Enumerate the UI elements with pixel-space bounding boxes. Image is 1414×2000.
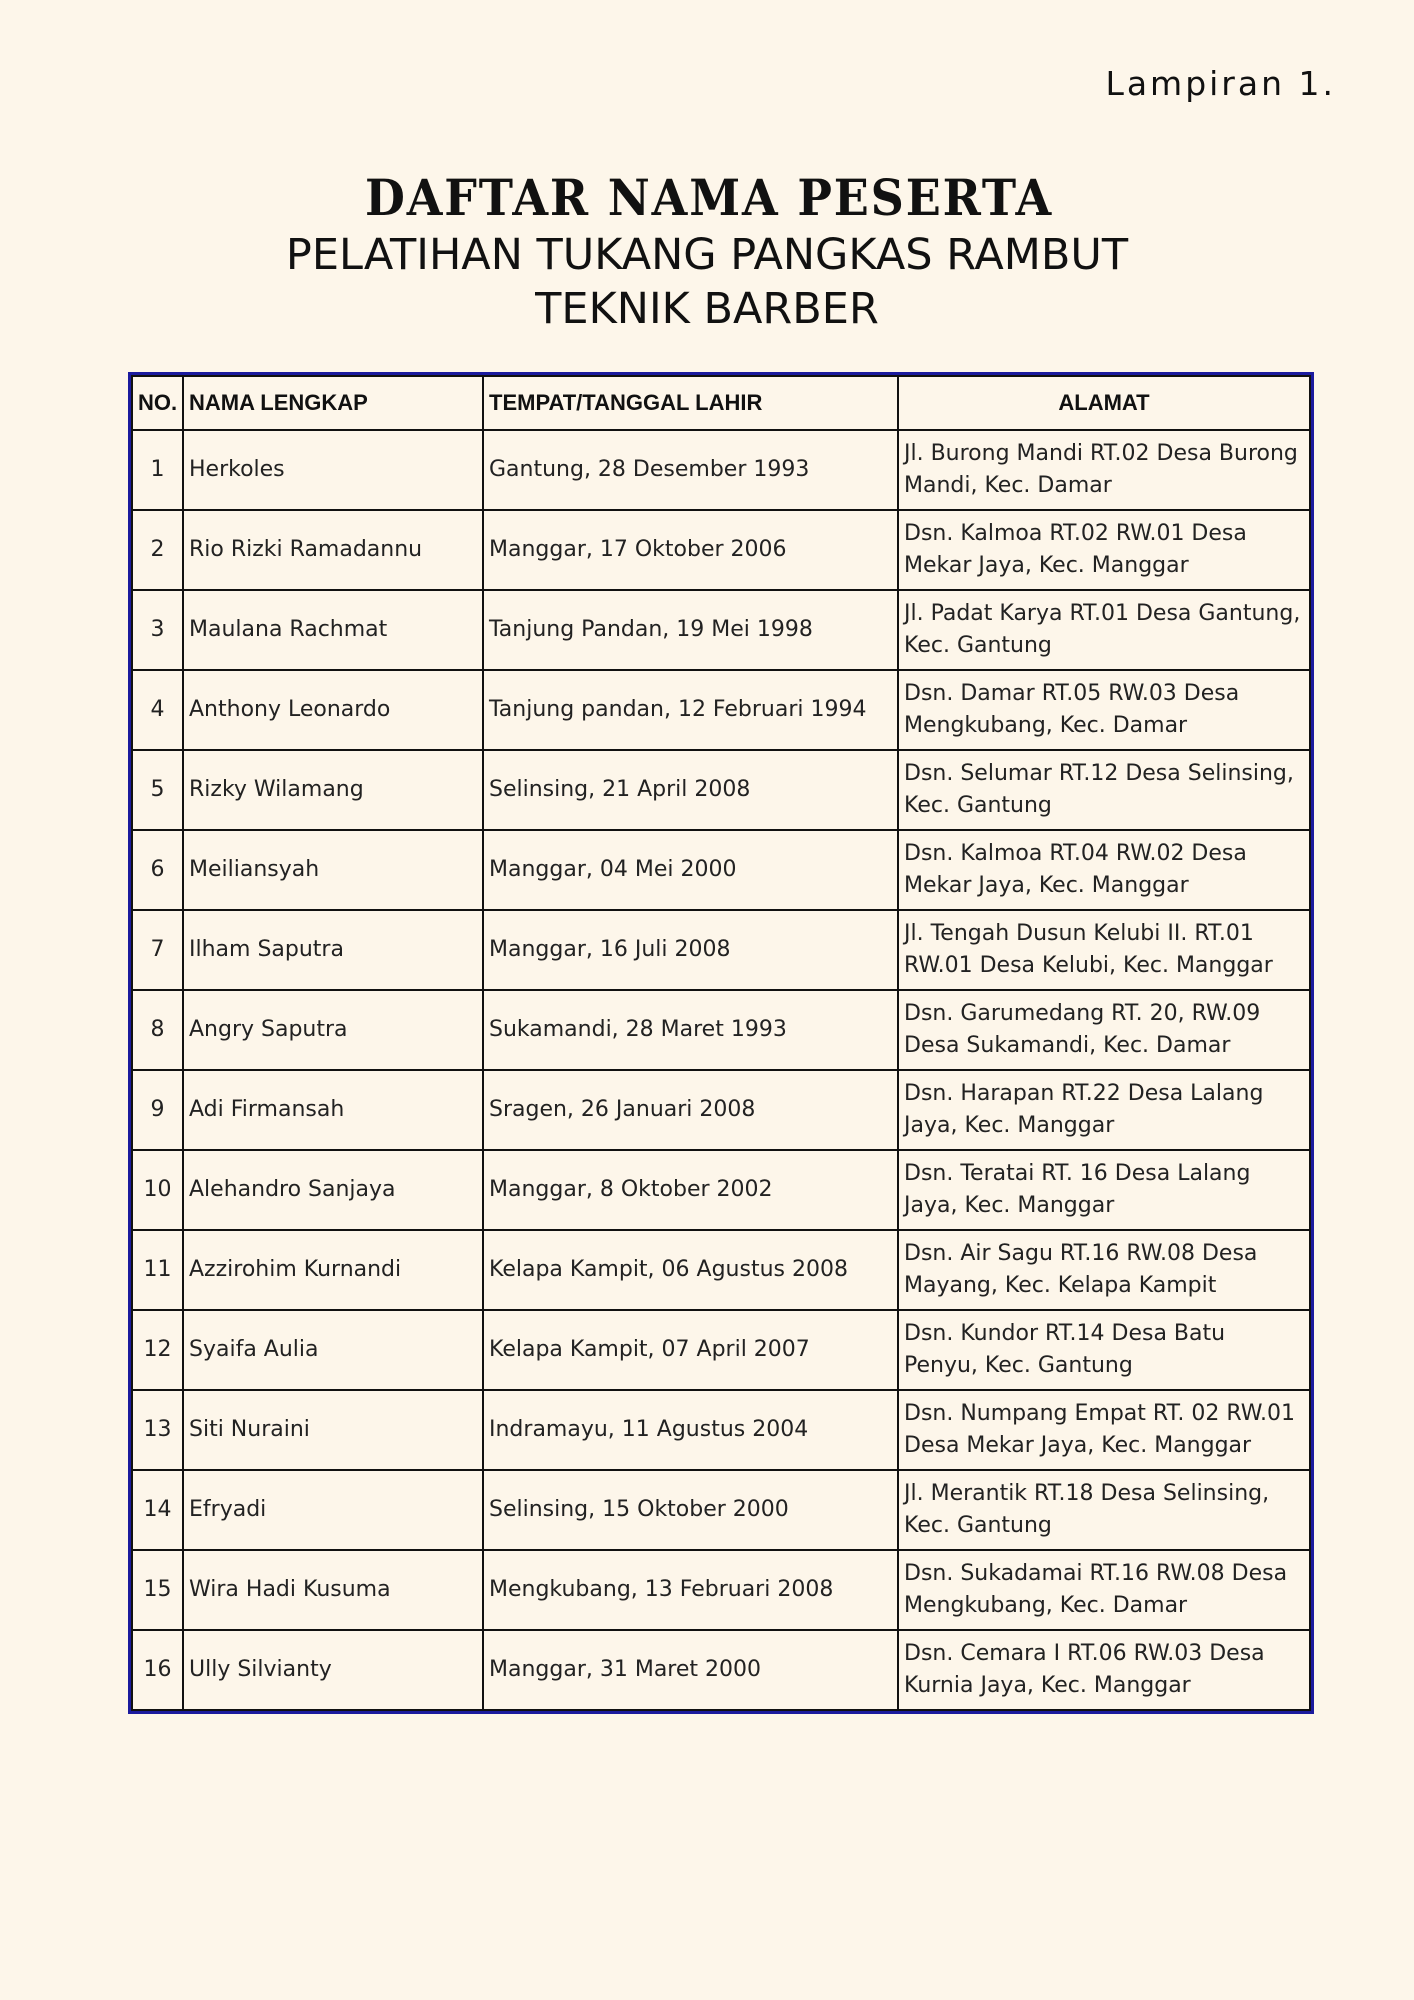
birth-place-date-cell: Manggar, 04 Mei 2000 [483,830,898,910]
participant-name-cell: Herkoles [183,430,483,510]
participant-name-cell: Efryadi [183,1470,483,1550]
birth-place-date-cell: Manggar, 8 Oktober 2002 [483,1150,898,1230]
column-header-birth: TEMPAT/TANGGAL LAHIR [483,376,898,430]
row-number-cell: 10 [132,1150,183,1230]
address-cell: Jl. Burong Mandi RT.02 Desa Burong Mandi, Kec. Damar [898,430,1310,510]
row-number-cell: 14 [132,1470,183,1550]
birth-place-date-cell: Kelapa Kampit, 06 Agustus 2008 [483,1230,898,1310]
document-subtitle-line-1: PELATIHAN TUKANG PANGKAS RAMBUT [285,230,1129,280]
address-cell: Dsn. Numpang Empat RT. 02 RW.01 Desa Mekar Jaya, Kec. Manggar [898,1390,1310,1470]
table-row [132,1550,1310,1630]
address-cell: Dsn. Sukadamai RT.16 RW.08 Desa Mengkubang, Kec. Damar [898,1550,1310,1630]
document-subtitle-line-2: TEKNIK BARBER [535,284,879,334]
birth-place-date-cell: Manggar, 31 Maret 2000 [483,1630,898,1710]
birth-place-date-cell: Selinsing, 15 Oktober 2000 [483,1470,898,1550]
birth-place-date-cell: Gantung, 28 Desember 1993 [483,430,898,510]
participant-name-cell: Rio Rizki Ramadannu [183,510,483,590]
row-number-cell: 11 [132,1230,183,1310]
table-row [132,1070,1310,1150]
address-cell: Dsn. Selumar RT.12 Desa Selinsing, Kec. Gantung [898,750,1310,830]
document-title: DAFTAR NAMA PESERTA [365,168,1053,227]
participant-name-cell: Adi Firmansah [183,1070,483,1150]
row-number-cell: 3 [132,590,183,670]
participant-table-frame [128,372,1314,1714]
row-number-cell: 9 [132,1070,183,1150]
participant-name-cell: Angry Saputra [183,990,483,1070]
table-row [132,830,1310,910]
table-row [132,510,1310,590]
participant-name-cell: Anthony Leonardo [183,670,483,750]
participant-name-cell: Ilham Saputra [183,910,483,990]
row-number-cell: 16 [132,1630,183,1710]
appendix-label: Lampiran 1. [1105,64,1336,103]
table-row [132,430,1310,510]
table-row [132,750,1310,830]
column-header-address: ALAMAT [898,376,1310,430]
participant-name-cell: Ully Silvianty [183,1630,483,1710]
participant-name-cell: Alehandro Sanjaya [183,1150,483,1230]
address-cell: Dsn. Harapan RT.22 Desa Lalang Jaya, Kec. Manggar [898,1070,1310,1150]
birth-place-date-cell: Kelapa Kampit, 07 April 2007 [483,1310,898,1390]
table-body [132,430,1310,1710]
document-title-block [0,168,1414,336]
row-number-cell: 7 [132,910,183,990]
row-number-cell: 1 [132,430,183,510]
table-row [132,590,1310,670]
birth-place-date-cell: Manggar, 17 Oktober 2006 [483,510,898,590]
participant-name-cell: Rizky Wilamang [183,750,483,830]
column-header-no: NO. [132,376,183,430]
row-number-cell: 13 [132,1390,183,1470]
address-cell: Jl. Merantik RT.18 Desa Selinsing, Kec. Gantung [898,1470,1310,1550]
table-row [132,1150,1310,1230]
participant-name-cell: Siti Nuraini [183,1390,483,1470]
row-number-cell: 8 [132,990,183,1070]
participant-name-cell: Maulana Rachmat [183,590,483,670]
address-cell: Dsn. Garumedang RT. 20, RW.09 Desa Sukamandi, Kec. Damar [898,990,1310,1070]
birth-place-date-cell: Sukamandi, 28 Maret 1993 [483,990,898,1070]
row-number-cell: 4 [132,670,183,750]
participant-name-cell: Syaifa Aulia [183,1310,483,1390]
birth-place-date-cell: Manggar, 16 Juli 2008 [483,910,898,990]
participant-table [131,375,1311,1711]
table-row [132,1230,1310,1310]
birth-place-date-cell: Tanjung Pandan, 19 Mei 1998 [483,590,898,670]
address-cell: Dsn. Kalmoa RT.02 RW.01 Desa Mekar Jaya, Kec. Manggar [898,510,1310,590]
birth-place-date-cell: Selinsing, 21 April 2008 [483,750,898,830]
row-number-cell: 5 [132,750,183,830]
row-number-cell: 12 [132,1310,183,1390]
table-row [132,1390,1310,1470]
address-cell: Dsn. Kundor RT.14 Desa Batu Penyu, Kec. Gantung [898,1310,1310,1390]
address-cell: Dsn. Damar RT.05 RW.03 Desa Mengkubang, Kec. Damar [898,670,1310,750]
table-row [132,990,1310,1070]
birth-place-date-cell: Tanjung pandan, 12 Februari 1994 [483,670,898,750]
address-cell: Dsn. Air Sagu RT.16 RW.08 Desa Mayang, Kec. Kelapa Kampit [898,1230,1310,1310]
address-cell: Dsn. Cemara I RT.06 RW.03 Desa Kurnia Jaya, Kec. Manggar [898,1630,1310,1710]
participant-name-cell: Azzirohim Kurnandi [183,1230,483,1310]
table-header-row [132,376,1310,430]
table-row [132,1310,1310,1390]
column-header-name: NAMA LENGKAP [183,376,483,430]
row-number-cell: 15 [132,1550,183,1630]
address-cell: Dsn. Kalmoa RT.04 RW.02 Desa Mekar Jaya, Kec. Manggar [898,830,1310,910]
birth-place-date-cell: Indramayu, 11 Agustus 2004 [483,1390,898,1470]
birth-place-date-cell: Mengkubang, 13 Februari 2008 [483,1550,898,1630]
table-row [132,1630,1310,1710]
row-number-cell: 2 [132,510,183,590]
participant-name-cell: Wira Hadi Kusuma [183,1550,483,1630]
address-cell: Jl. Tengah Dusun Kelubi II. RT.01 RW.01 Desa Kelubi, Kec. Manggar [898,910,1310,990]
table-row [132,910,1310,990]
participant-name-cell: Meiliansyah [183,830,483,910]
address-cell: Dsn. Teratai RT. 16 Desa Lalang Jaya, Kec. Manggar [898,1150,1310,1230]
birth-place-date-cell: Sragen, 26 Januari 2008 [483,1070,898,1150]
table-row [132,1470,1310,1550]
row-number-cell: 6 [132,830,183,910]
address-cell: Jl. Padat Karya RT.01 Desa Gantung, Kec. Gantung [898,590,1310,670]
table-row [132,670,1310,750]
